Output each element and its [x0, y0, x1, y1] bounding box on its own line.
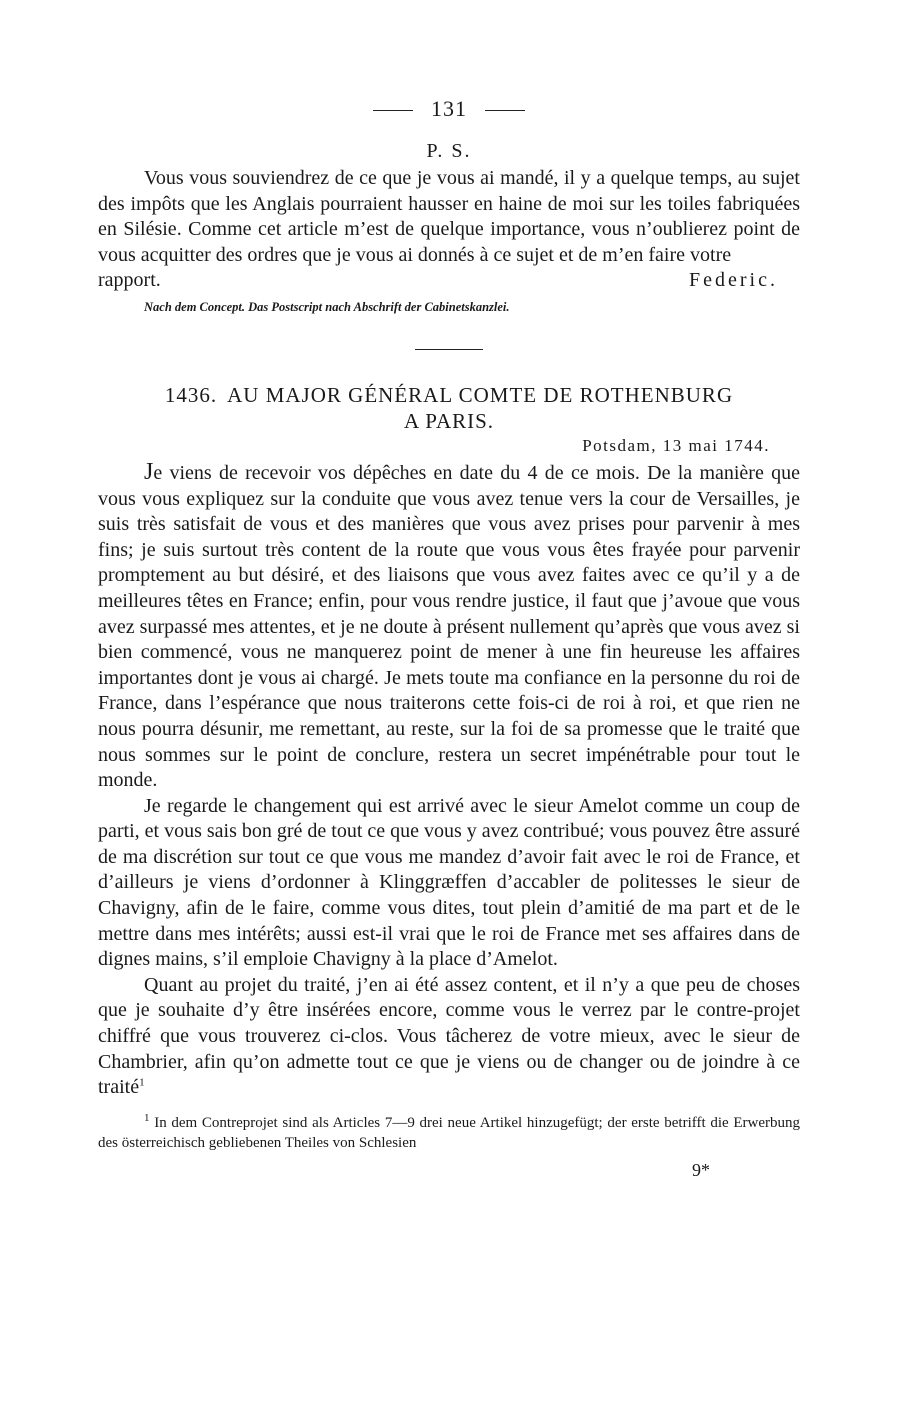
- letter-paragraph-1-text: e viens de recevoir vos dépêches en date du 4 de ce mois. De la manière que vous vous expliquez sur la conduite que vous avez tenue vers la cour de Versailles, je suis très satisfait de vous et des manières que vous avez prises pour parvenir à mes fins; je suis surtout très content de la route que vous vous êtes frayée pour parvenir promptement au but désiré, et des liaisons que vous avez faites avec ce qu’il y a de meilleures têtes en France; enfin, pour vous rendre justice, il faut que j’avoue que vous avez surpassé mes attentes, et je ne doute à présent nullement qu’après que vous avez si bien commencé, vous ne manquerez point de mener à une fin heureuse les affaires importantes dont je vous ai chargé. Je mets toute ma confiance en la personne du roi de France, dans l’espérance que nous traiterons cette fois-ci de roi à roi, et que rien ne nous pourra désunir, me remettant, au reste, sur la foi de sa promesse que le traité que nous sommes sur le point de conclure, restera un secret impénétrable pour tout le monde.: [98, 461, 800, 792]
- letter-body: [98, 460, 800, 1101]
- letter-paragraph-3: [98, 973, 800, 1101]
- footnote: [98, 1113, 800, 1153]
- letter-number: 1436.: [164, 382, 218, 407]
- section-divider: [415, 349, 483, 350]
- page-number: 131: [431, 96, 467, 121]
- source-note: Nach dem Concept. Das Postscript nach Abschrift der Cabinetskanzlei.: [144, 299, 510, 314]
- running-head: [98, 96, 800, 138]
- dateline: [98, 434, 800, 458]
- postscript-text: Vous vous souviendrez de ce que je vous ai mandé, il y a quelque temps, au sujet des impôts que les Anglais pourraient hausser en haine de moi sur les toiles fabriquées en Silésie. Comme cet article m’est de quelque importance, vous n’oublierez point de vous acquitter des ordres que je vous ai donnés à ce sujet et de m’en faire votre: [98, 167, 800, 266]
- postscript-heading: P. S.: [426, 140, 472, 162]
- postscript-body: [98, 166, 800, 294]
- footnote-marker: 1: [144, 1111, 150, 1124]
- letter-paragraph-2: Je regarde le changement qui est arrivé avec le sieur Amelot comme un coup de parti, et vous sais bon gré de tout ce que vous y avez contribué; vous pouvez être assuré de ma discrétion sur tout ce que vous me mandez d’avoir fait avec le roi de France, et d’ailleurs je viens d’ordonner à Klinggræffen d’accabler de politesses le sieur de Chavigny, afin de le faire, comme vous dites, tout plein d’amitié de ma part et de le mettre dans mes intérêts; aussi est-il vrai que le roi de France met ses affaires dans de dignes mains, s’il emploie Chavigny à la place d’Amelot.: [98, 794, 801, 971]
- dateline-place: Potsdam,: [582, 435, 657, 455]
- footnote-body: In dem Contreprojet sind als Articles 7—9 drei neue Artikel hinzugefügt; der erste betrifft die Erwerbung des österreichisch gebliebenen Theiles von Schlesien: [98, 1114, 800, 1151]
- letter-heading-line2: A PARIS.: [403, 408, 495, 433]
- letter-paragraph-3-text: Quant au projet du traité, j’en ai été assez content, et il n’y a que peu de choses que je souhaite d’y être insérées encore, comme vous le verrez par le contre-projet chiffré que vous trouverez ci-clos. Vous tâcherez de votre mieux, avec le sieur de Chambrier, afin qu’on admette tout ce que je viens ou de changer ou de joindre à ce traité: [98, 973, 800, 1099]
- letter-paragraph-1: [98, 460, 800, 794]
- dateline-date: 13 mai 1744.: [662, 435, 770, 455]
- postscript-last-word: rapport.: [98, 269, 161, 292]
- footnote-text: [98, 1113, 800, 1153]
- signature: Federic.: [689, 269, 778, 292]
- page: [98, 96, 800, 1185]
- footnote-reference: 1: [139, 1076, 145, 1089]
- postscript-sign-line: [98, 268, 800, 294]
- letter-addressee: AU MAJOR GÉNÉRAL COMTE DE ROTHENBURG: [227, 382, 734, 407]
- right-dash: [485, 110, 525, 111]
- letter-heading-line1: [98, 382, 800, 408]
- letter-heading: [98, 382, 800, 434]
- left-dash: [373, 110, 413, 111]
- initial-letter: J: [144, 458, 154, 485]
- printer-signature-mark: 9*: [692, 1159, 710, 1180]
